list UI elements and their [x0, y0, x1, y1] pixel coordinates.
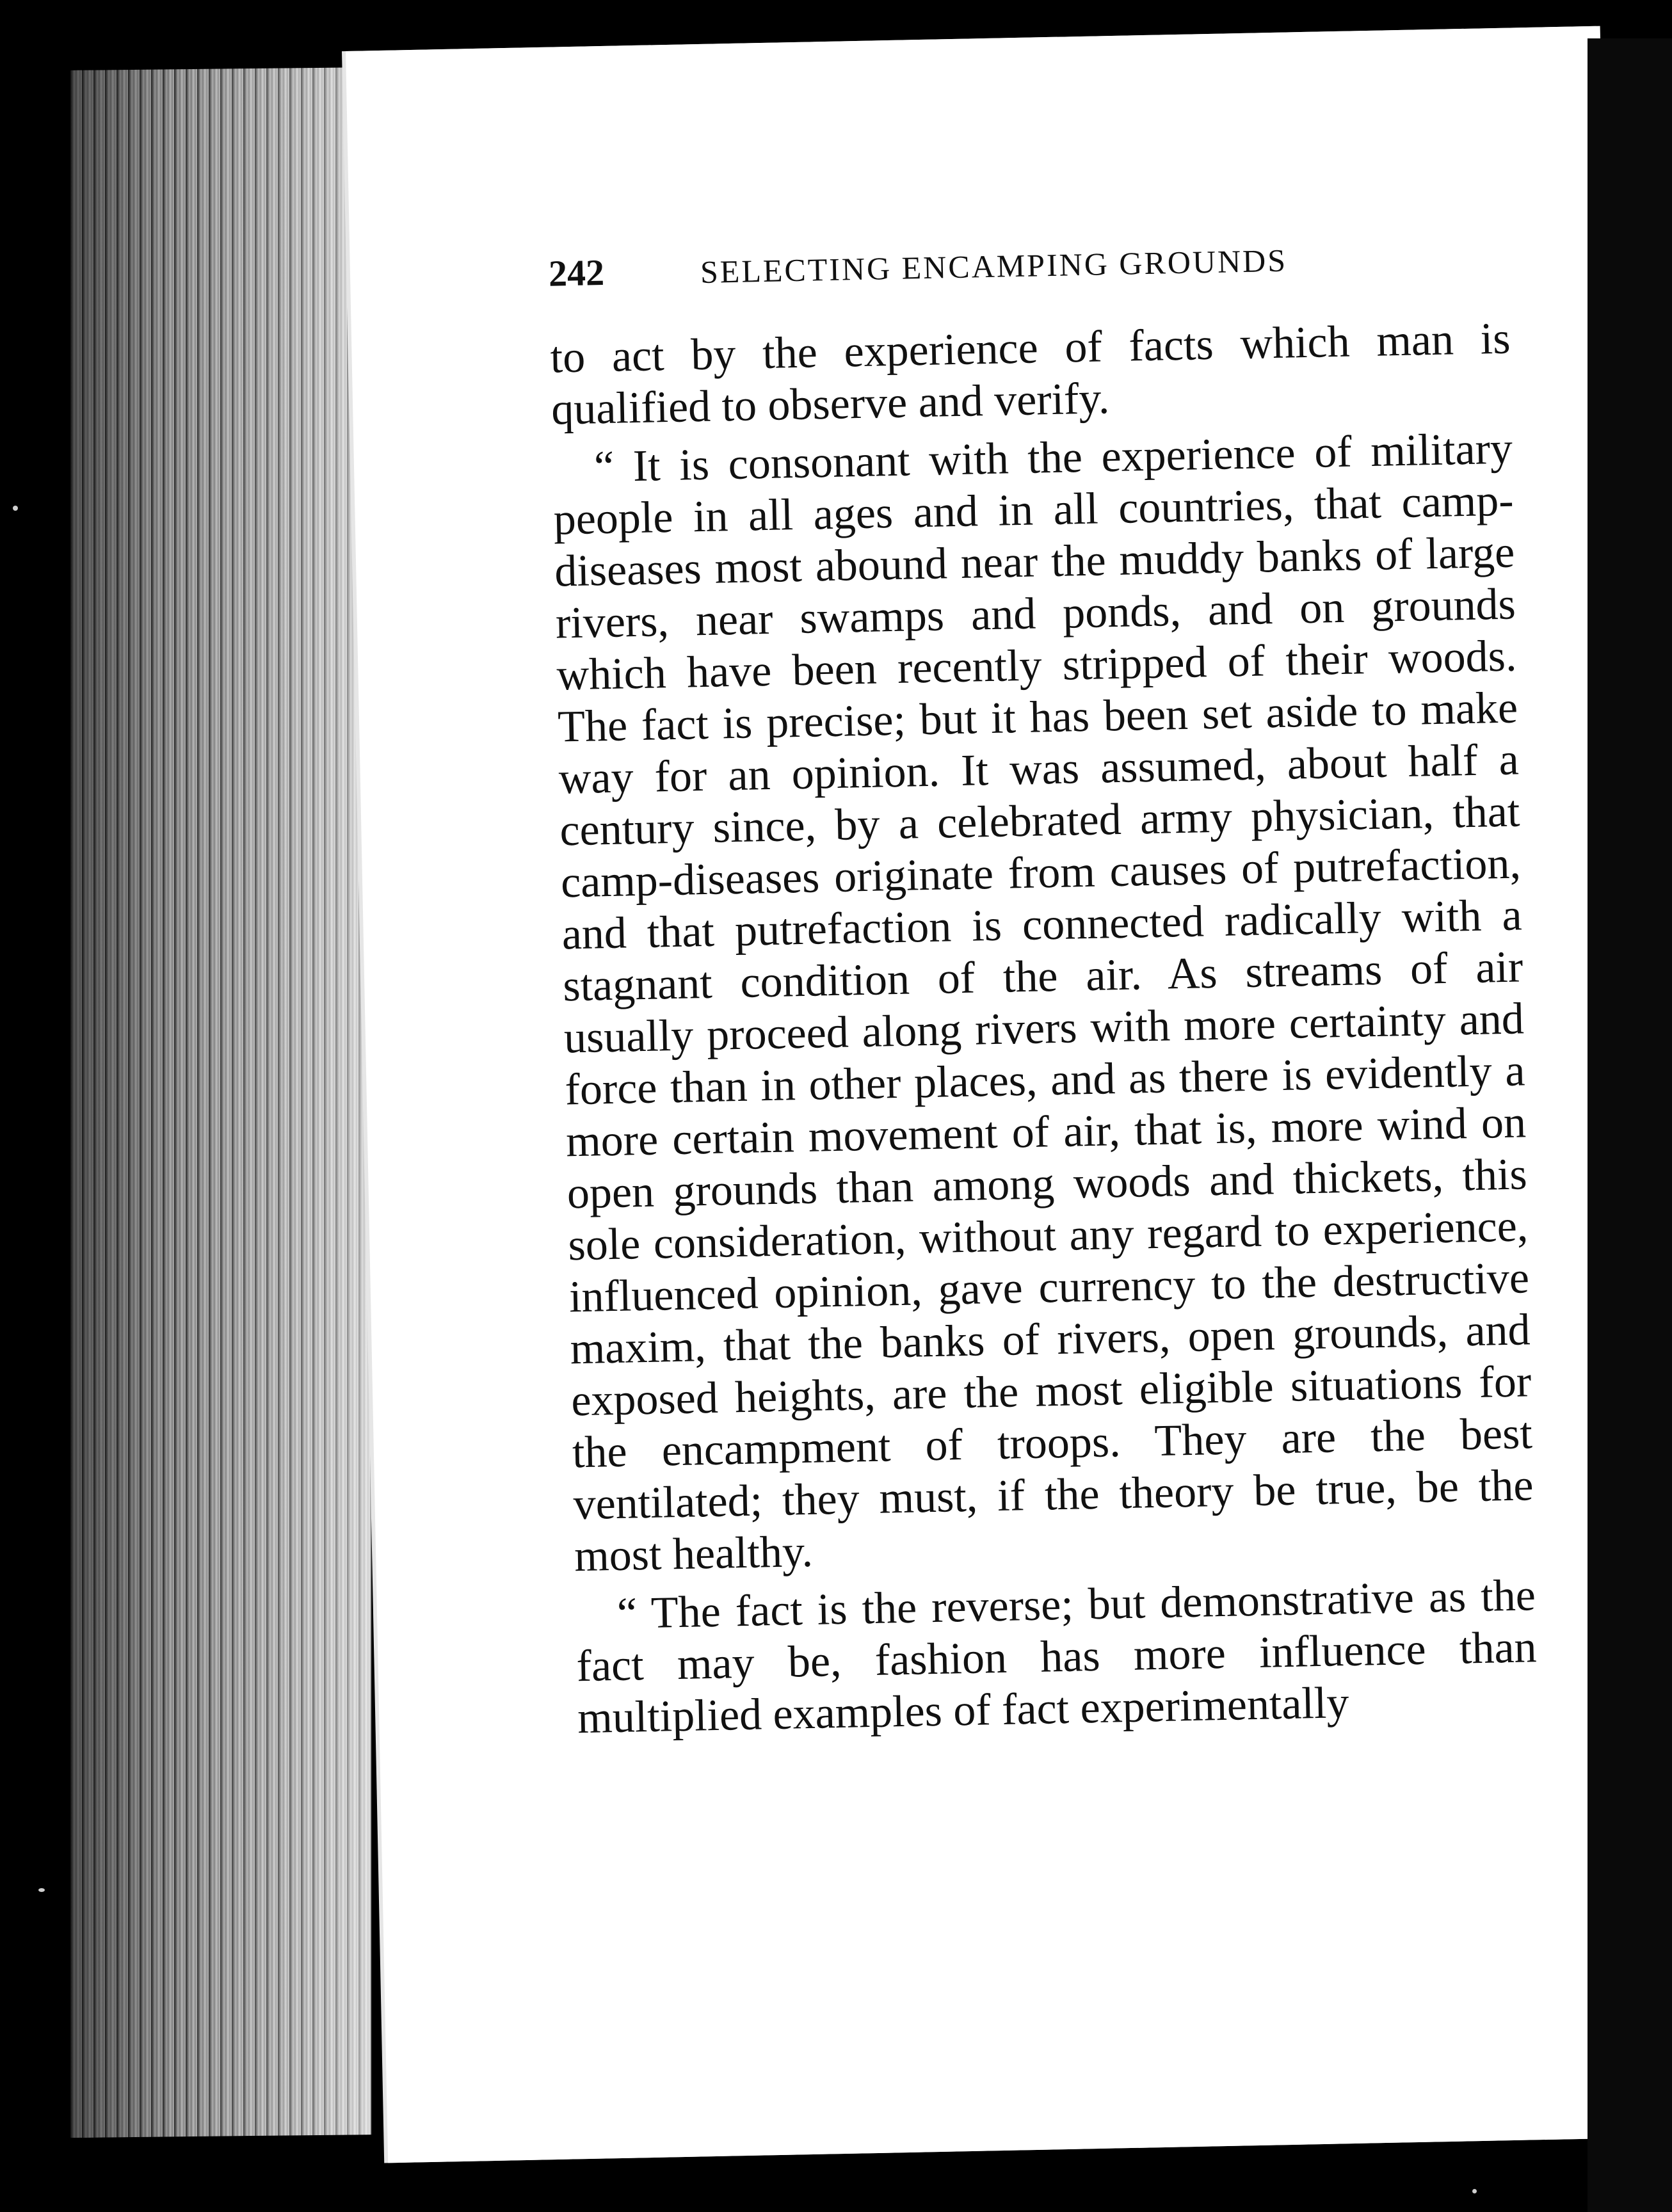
- book-page: [346, 26, 1643, 2163]
- facing-page-edge: [1588, 38, 1672, 2212]
- book-page-edges: [70, 67, 371, 2138]
- running-head: SELECTING ENCAMPING GROUNDS: [700, 242, 1288, 290]
- scan-speck: [13, 506, 18, 511]
- paragraph-quote-2: “ The fact is the reverse; but demonstrative as the fact may be, fashion has more influence than multiplied examples of fact experimentally: [575, 1571, 1538, 1743]
- paragraph-quote-1: “ It is consonant with the experience of military people in all ages and in all countries, that camp-diseases most abound near the muddy banks of large rivers, near swamps and ponds, and on grounds which have been recently stripped of their woods. The fact is precise; but it has been set aside to make way for an opinion. It was assumed, about half a century since, by a celebrated army physician, that camp-diseases originate from causes of putrefaction, and that putrefaction is connected radically with a stagnant condition of the air. As streams of air usually proceed along rivers with more certainty and force than in other places, and as there is evidently a more certain movement of air, that is, more wind on open grounds than among woods and thickets, this sole consideration, without any regard to experience, influenced opinion, gave currency to the destructive maxim, that the banks of rivers, open grounds, and exposed heights, are the most eligible situations for the encampment of troops. They are the best ventilated; they must, if the theory be true, be the most healthy.: [552, 424, 1534, 1582]
- page-number: 242: [548, 251, 605, 294]
- scan-speck: [1472, 2189, 1477, 2193]
- body-text: [550, 313, 1538, 1751]
- page-header: [548, 234, 1477, 295]
- paragraph-continuation: to act by the experience of facts which man is qualified to observe and verify.: [549, 314, 1511, 435]
- scan-speck: [38, 1888, 45, 1892]
